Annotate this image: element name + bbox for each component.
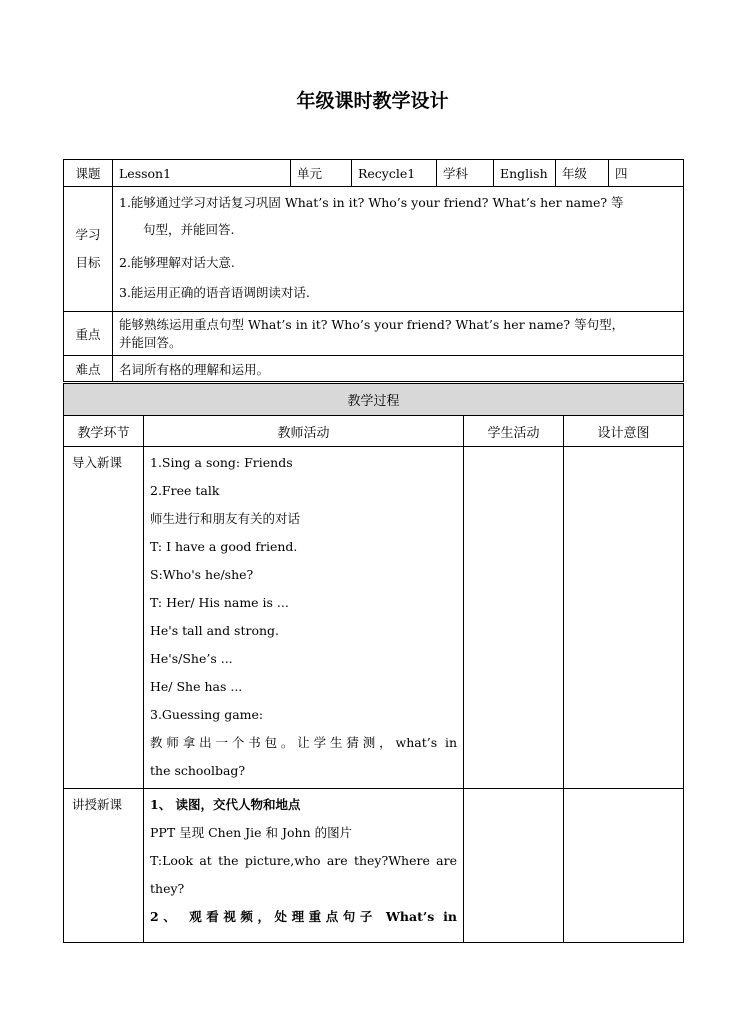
info-table <box>63 159 684 382</box>
stage-new-lesson-name: 讲授新课 <box>64 789 144 943</box>
subject-label: 学科 <box>437 160 494 187</box>
intro-line: T: Her/ His name is ... <box>150 595 289 610</box>
new-lesson-line: 2、 观看视频，处理重点句子 What’s in <box>150 909 457 924</box>
stage-new-lesson-intent <box>564 789 684 943</box>
unit-label: 单元 <box>291 160 352 187</box>
header-student-activity: 学生活动 <box>464 416 564 447</box>
topic-label: 课题 <box>64 160 113 187</box>
new-lesson-line: T:Look at the picture,who are they?Where are <box>150 853 457 868</box>
intro-line: He's tall and strong. <box>150 623 280 638</box>
intro-line: 师生进行和朋友有关的对话 <box>150 511 301 526</box>
subject-value: English <box>494 160 556 187</box>
objectives-label-line2: 目标 <box>75 255 101 270</box>
key-points-content <box>113 312 684 356</box>
unit-value: Recycle1 <box>352 160 437 187</box>
new-lesson-line: 1、 读图，交代人物和地点 <box>150 797 301 812</box>
objectives-content <box>113 187 684 312</box>
key-points-line2: 并能回答。 <box>119 334 182 350</box>
stage-intro-teacher <box>144 447 464 789</box>
stage-intro-name: 导入新课 <box>64 447 144 789</box>
stage-new-lesson-student <box>464 789 564 943</box>
grade-label: 年级 <box>556 160 609 187</box>
key-points-label: 重点 <box>64 312 113 356</box>
difficult-points-label: 难点 <box>64 356 113 382</box>
new-lesson-line: PPT 呈现 Chen Jie 和 John 的图片 <box>150 825 353 840</box>
intro-line: 1.Sing a song: Friends <box>150 455 293 470</box>
header-teacher-activity: 教师活动 <box>144 416 464 447</box>
intro-line: He's/She’s ... <box>150 651 233 666</box>
intro-line: the schoolbag? <box>150 763 246 778</box>
intro-line: 2.Free talk <box>150 483 220 498</box>
stage-new-lesson-teacher <box>144 789 464 943</box>
process-table <box>63 383 684 943</box>
intro-line: S:Who's he/she? <box>150 567 254 582</box>
intro-line: He/ She has ... <box>150 679 243 694</box>
intro-line: 教师拿出一个书包。让学生猜测，what’s in <box>150 735 457 750</box>
header-stage: 教学环节 <box>64 416 144 447</box>
objectives-label <box>64 187 113 312</box>
topic-value: Lesson1 <box>113 160 291 187</box>
new-lesson-line: they? <box>150 881 185 896</box>
objectives-label-line1: 学习 <box>75 227 101 242</box>
process-section-title: 教学过程 <box>64 384 684 416</box>
objective-1-line1: 1.能够通过学习对话复习巩固 What’s in it? Who’s your friend? What’s her name? 等 <box>119 195 624 210</box>
header-design-intent: 设计意图 <box>564 416 684 447</box>
page-title: 年级课时教学设计 <box>296 90 449 112</box>
key-points-line1: 能够熟练运用重点句型 What’s in it? Who’s your friend? What’s her name? 等句型， <box>119 316 625 332</box>
intro-line: 3.Guessing game: <box>150 707 264 722</box>
objective-3: 3.能运用正确的语音语调朗读对话. <box>119 285 310 300</box>
grade-value: 四 <box>609 160 684 187</box>
stage-intro-intent <box>564 447 684 789</box>
objective-2: 2.能够理解对话大意. <box>119 255 235 270</box>
intro-line: T: I have a good friend. <box>150 539 298 554</box>
difficult-points-content: 名词所有格的理解和运用。 <box>113 356 684 382</box>
objective-1-line2: 句型，并能回答. <box>143 222 235 237</box>
stage-intro-student <box>464 447 564 789</box>
